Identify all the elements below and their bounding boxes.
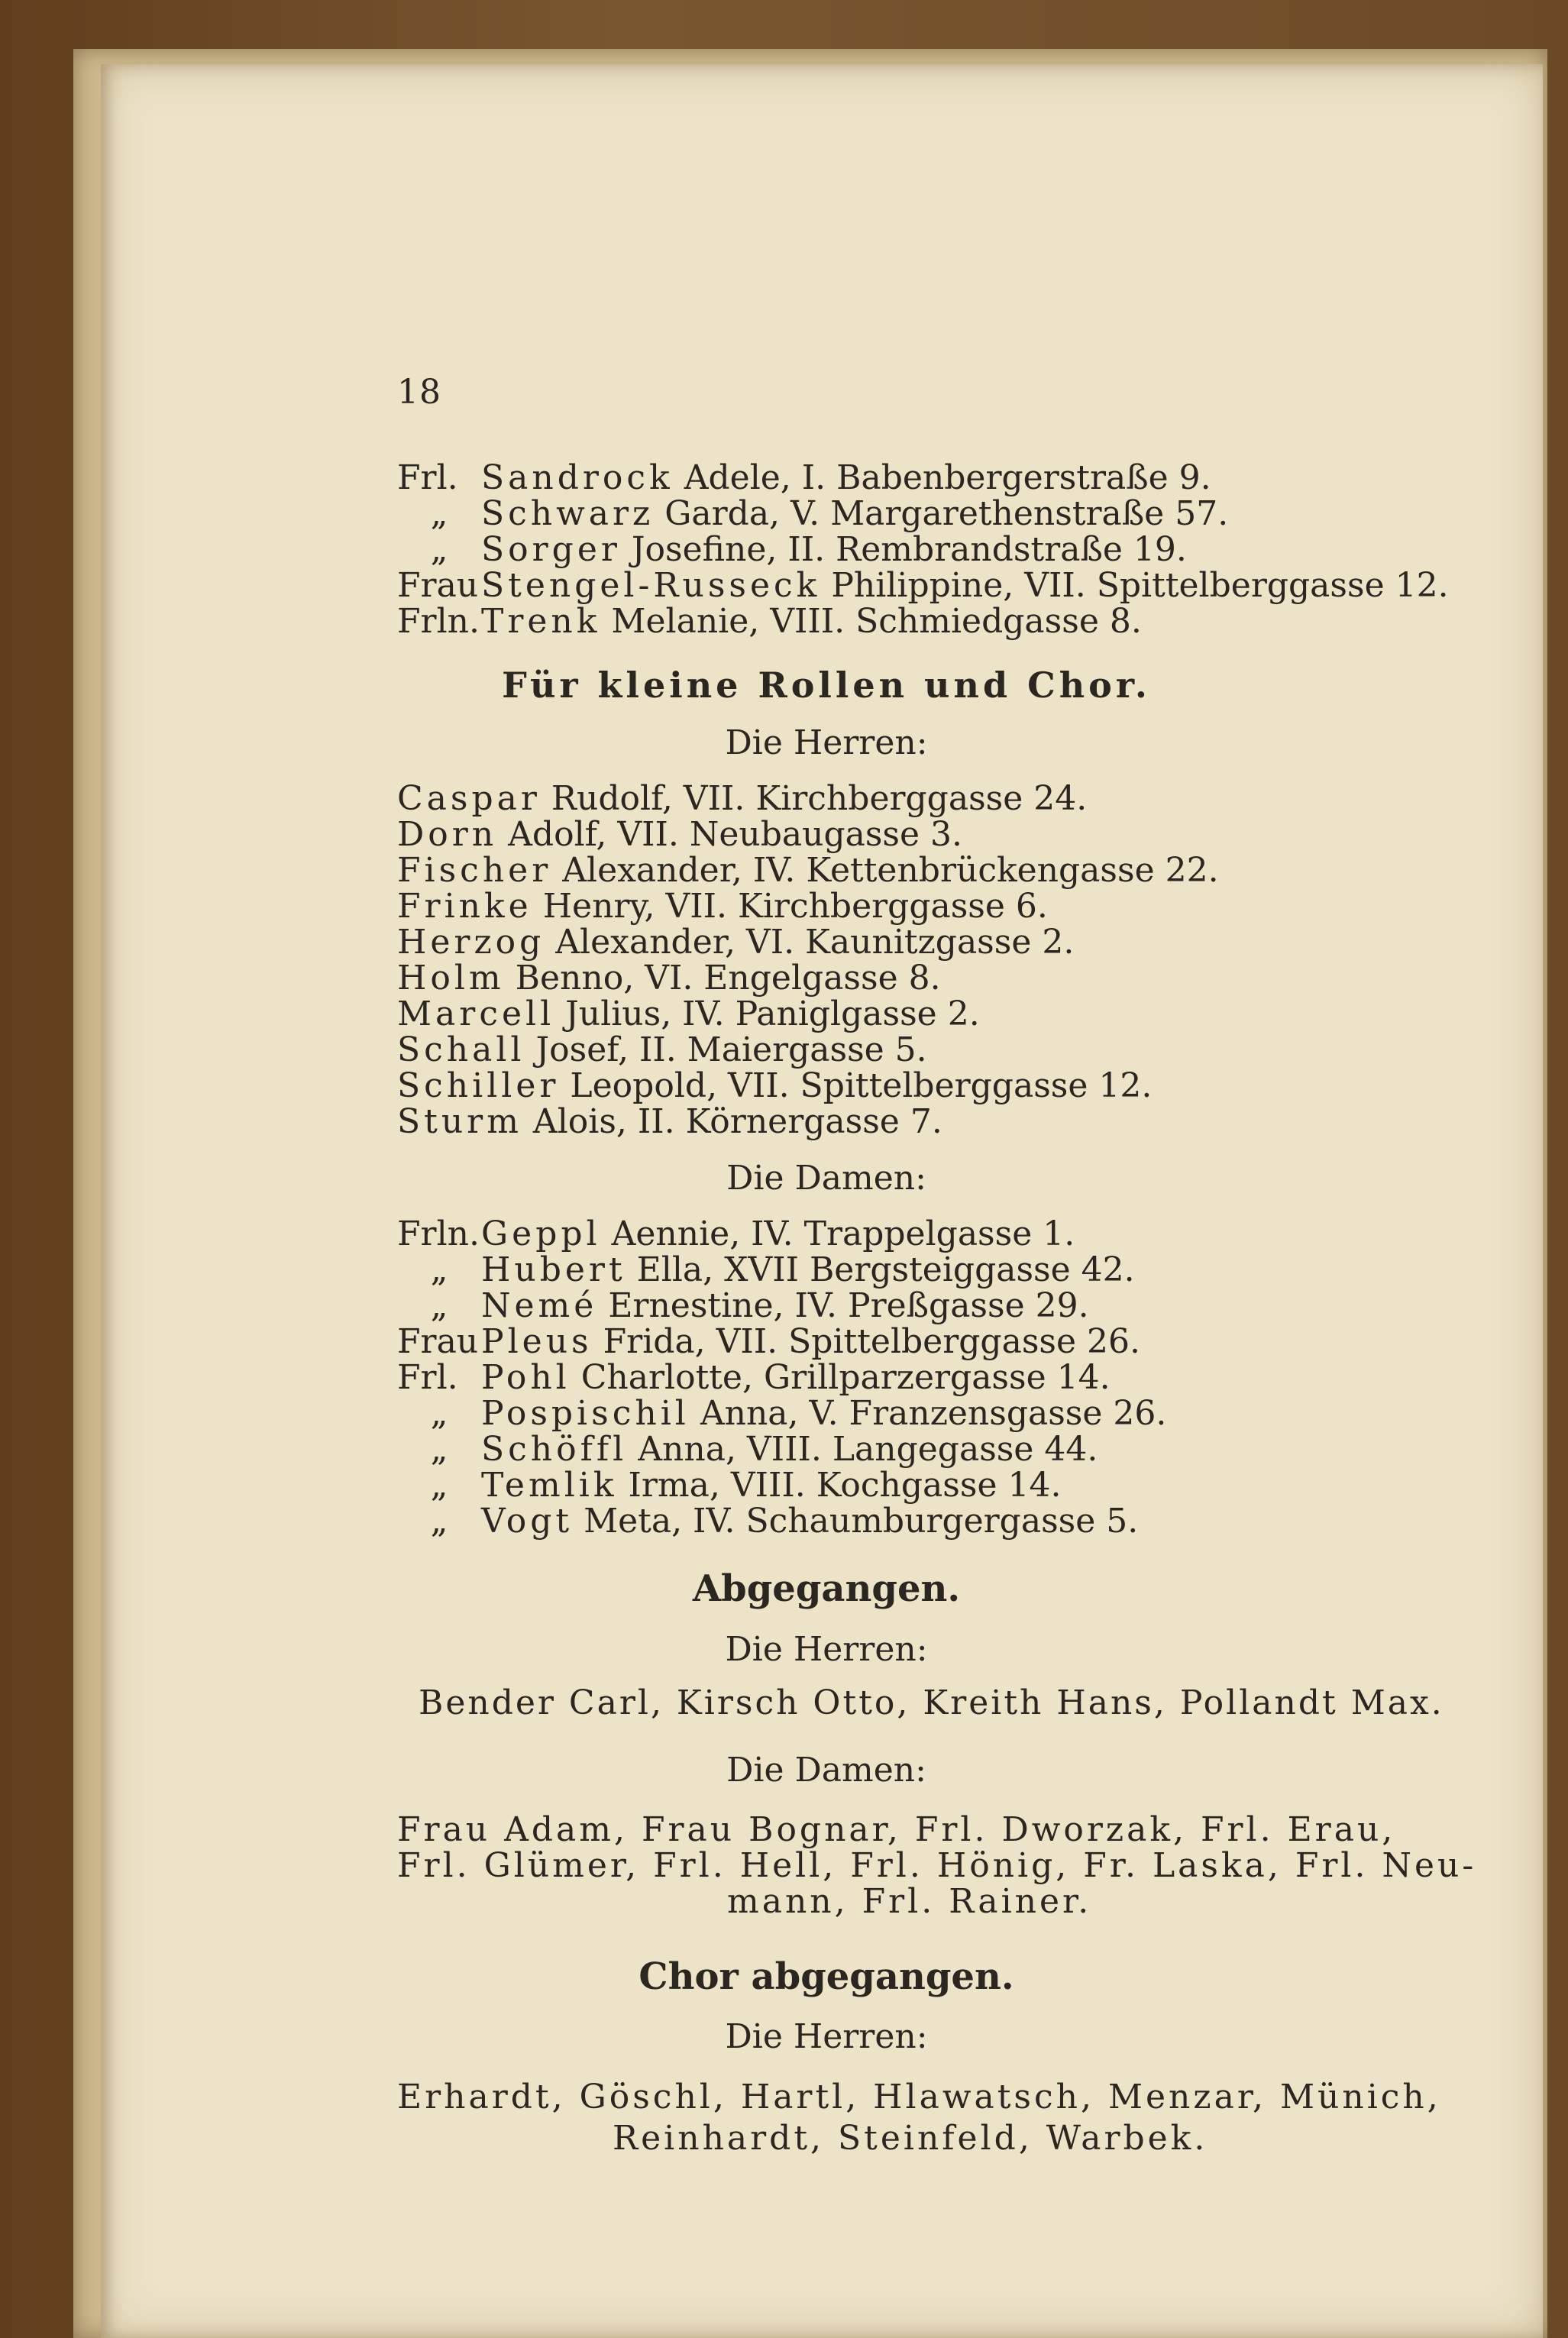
entry-surname: Nemé xyxy=(481,1286,598,1325)
entry-details: Irma, VIII. Kochgasse 14. xyxy=(628,1466,1062,1505)
entry-details: Ernestine, IV. Preßgasse 29. xyxy=(608,1286,1089,1325)
entry-surname: Frinke xyxy=(397,887,532,926)
entry-surname: Herzog xyxy=(397,923,545,962)
chorus-departed-line: Erhardt, Göschl, Hartl, Hlawatsch, Menzar, Münich, xyxy=(397,2078,1441,2116)
list-item xyxy=(397,923,1075,962)
entry-surname: Vogt xyxy=(481,1502,574,1541)
list-item xyxy=(397,1466,1062,1505)
entry-details: Anna, V. Franzensgasse 26. xyxy=(700,1394,1167,1433)
entry-surname: Trenk xyxy=(481,602,601,641)
entry-details: Meta, IV. Schaumburgergasse 5. xyxy=(584,1502,1139,1541)
entry-surname: Schiller xyxy=(397,1066,560,1105)
entry-surname: Geppl xyxy=(481,1214,601,1253)
list-item xyxy=(397,1214,1075,1253)
entry-surname: Pohl xyxy=(481,1358,571,1397)
section-heading: Für kleine Rollen und Chor. xyxy=(502,665,1151,706)
subheading: Die Herren: xyxy=(725,2017,928,2056)
entry-prefix: „ xyxy=(430,1466,448,1505)
departed-ladies-line: mann, Frl. Rainer. xyxy=(727,1882,1092,1921)
list-item xyxy=(397,1502,1139,1541)
list-item xyxy=(397,566,1449,605)
entry-prefix: „ xyxy=(430,1502,448,1541)
entry-surname: Sandrock xyxy=(481,458,674,497)
list-item xyxy=(397,779,1088,818)
entry-details: Benno, VI. Engelgasse 8. xyxy=(515,959,941,998)
entry-details: Garda, V. Margarethenstraße 57. xyxy=(664,494,1229,533)
entry-prefix: „ xyxy=(430,1250,448,1289)
entry-prefix: „ xyxy=(430,1430,448,1469)
subheading: Die Damen: xyxy=(726,1159,926,1198)
entry-details: Alois, II. Körnergasse 7. xyxy=(532,1102,942,1141)
list-item xyxy=(397,815,963,854)
entry-surname: Fischer xyxy=(397,851,552,890)
departed-ladies-line: Frau Adam, Frau Bognar, Frl. Dworzak, Frl. Erau, xyxy=(397,1810,1396,1849)
list-item xyxy=(397,530,1187,569)
entry-prefix: Frln. xyxy=(397,602,480,641)
subheading: Die Herren: xyxy=(725,723,928,762)
entry-details: Julius, IV. Paniglgasse 2. xyxy=(565,994,980,1033)
section-heading: Abgegangen. xyxy=(692,1567,961,1610)
list-item xyxy=(397,1322,1140,1361)
departed-gentlemen: Bender Carl, Kirsch Otto, Kreith Hans, Pollandt Max. xyxy=(419,1683,1444,1722)
entry-surname: Pospischil xyxy=(481,1394,690,1433)
entry-surname: Dorn xyxy=(397,815,498,854)
entry-details: Josef, II. Maiergasse 5. xyxy=(535,1030,927,1069)
departed-ladies-line: Frl. Glümer, Frl. Hell, Frl. Hönig, Fr. Laska, Frl. Neu- xyxy=(397,1846,1477,1885)
entry-surname: Marcell xyxy=(397,994,555,1033)
entry-details: Alexander, VI. Kaunitzgasse 2. xyxy=(555,923,1075,962)
entry-details: Rudolf, VII. Kirchberggasse 24. xyxy=(551,779,1088,818)
entry-surname: Hubert xyxy=(481,1250,626,1289)
entry-surname: Schöffl xyxy=(481,1430,628,1469)
entry-prefix: Frau xyxy=(397,566,479,605)
list-item xyxy=(397,1066,1153,1105)
entry-prefix: Frln. xyxy=(397,1214,480,1253)
list-item xyxy=(397,994,980,1033)
list-item xyxy=(397,1102,942,1141)
entry-details: Aennie, IV. Trappelgasse 1. xyxy=(611,1214,1075,1253)
entry-details: Henry, VII. Kirchberggasse 6. xyxy=(542,887,1048,926)
entry-details: Josefine, II. Rembrandstraße 19. xyxy=(631,530,1187,569)
entry-details: Charlotte, Grillparzergasse 14. xyxy=(580,1358,1111,1397)
entry-prefix: Frl. xyxy=(397,458,458,497)
entry-details: Alexander, IV. Kettenbrückengasse 22. xyxy=(562,851,1219,890)
list-item xyxy=(397,887,1048,926)
entry-details: Adele, I. Babenbergerstraße 9. xyxy=(684,458,1211,497)
list-item xyxy=(397,1030,927,1069)
entry-details: Melanie, VIII. Schmiedgasse 8. xyxy=(611,602,1142,641)
entry-surname: Schwarz xyxy=(481,494,655,533)
list-item xyxy=(397,1286,1089,1325)
subheading: Die Damen: xyxy=(726,1751,926,1790)
entry-surname: Temlik xyxy=(481,1466,618,1505)
entry-prefix: „ xyxy=(430,1394,448,1433)
list-item xyxy=(397,1394,1167,1433)
entry-details: Anna, VIII. Langegasse 44. xyxy=(638,1430,1098,1469)
page-number: 18 xyxy=(397,373,441,412)
entry-details: Ella, XVII Bergsteiggasse 42. xyxy=(636,1250,1135,1289)
list-item xyxy=(397,851,1219,890)
entry-prefix: Frau xyxy=(397,1322,479,1361)
list-item xyxy=(397,458,1211,497)
list-item xyxy=(397,1358,1111,1397)
entry-surname: Holm xyxy=(397,959,505,998)
entry-surname: Sorger xyxy=(481,530,621,569)
entry-surname: Stengel-Russeck xyxy=(481,566,821,605)
subheading: Die Herren: xyxy=(725,1630,928,1669)
list-item xyxy=(397,959,941,998)
entry-surname: Sturm xyxy=(397,1102,522,1141)
list-item xyxy=(397,602,1142,641)
entry-prefix: „ xyxy=(430,494,448,533)
entry-prefix: „ xyxy=(430,1286,448,1325)
chorus-departed-line: Reinhardt, Steinfeld, Warbek. xyxy=(613,2119,1208,2158)
entry-surname: Caspar xyxy=(397,779,541,818)
list-item xyxy=(397,1250,1135,1289)
entry-surname: Pleus xyxy=(481,1322,593,1361)
entry-prefix: „ xyxy=(430,530,448,569)
entry-prefix: Frl. xyxy=(397,1358,458,1397)
entry-surname: Schall xyxy=(397,1030,525,1069)
entry-details: Frida, VII. Spittelberggasse 26. xyxy=(603,1322,1140,1361)
entry-details: Philippine, VII. Spittelberggasse 12. xyxy=(831,566,1449,605)
entry-details: Adolf, VII. Neubaugasse 3. xyxy=(508,815,963,854)
list-item xyxy=(397,1430,1098,1469)
entry-details: Leopold, VII. Spittelberggasse 12. xyxy=(570,1066,1153,1105)
section-heading: Chor abgegangen. xyxy=(639,1955,1014,1998)
book-page xyxy=(101,64,1543,2338)
list-item xyxy=(397,494,1229,533)
